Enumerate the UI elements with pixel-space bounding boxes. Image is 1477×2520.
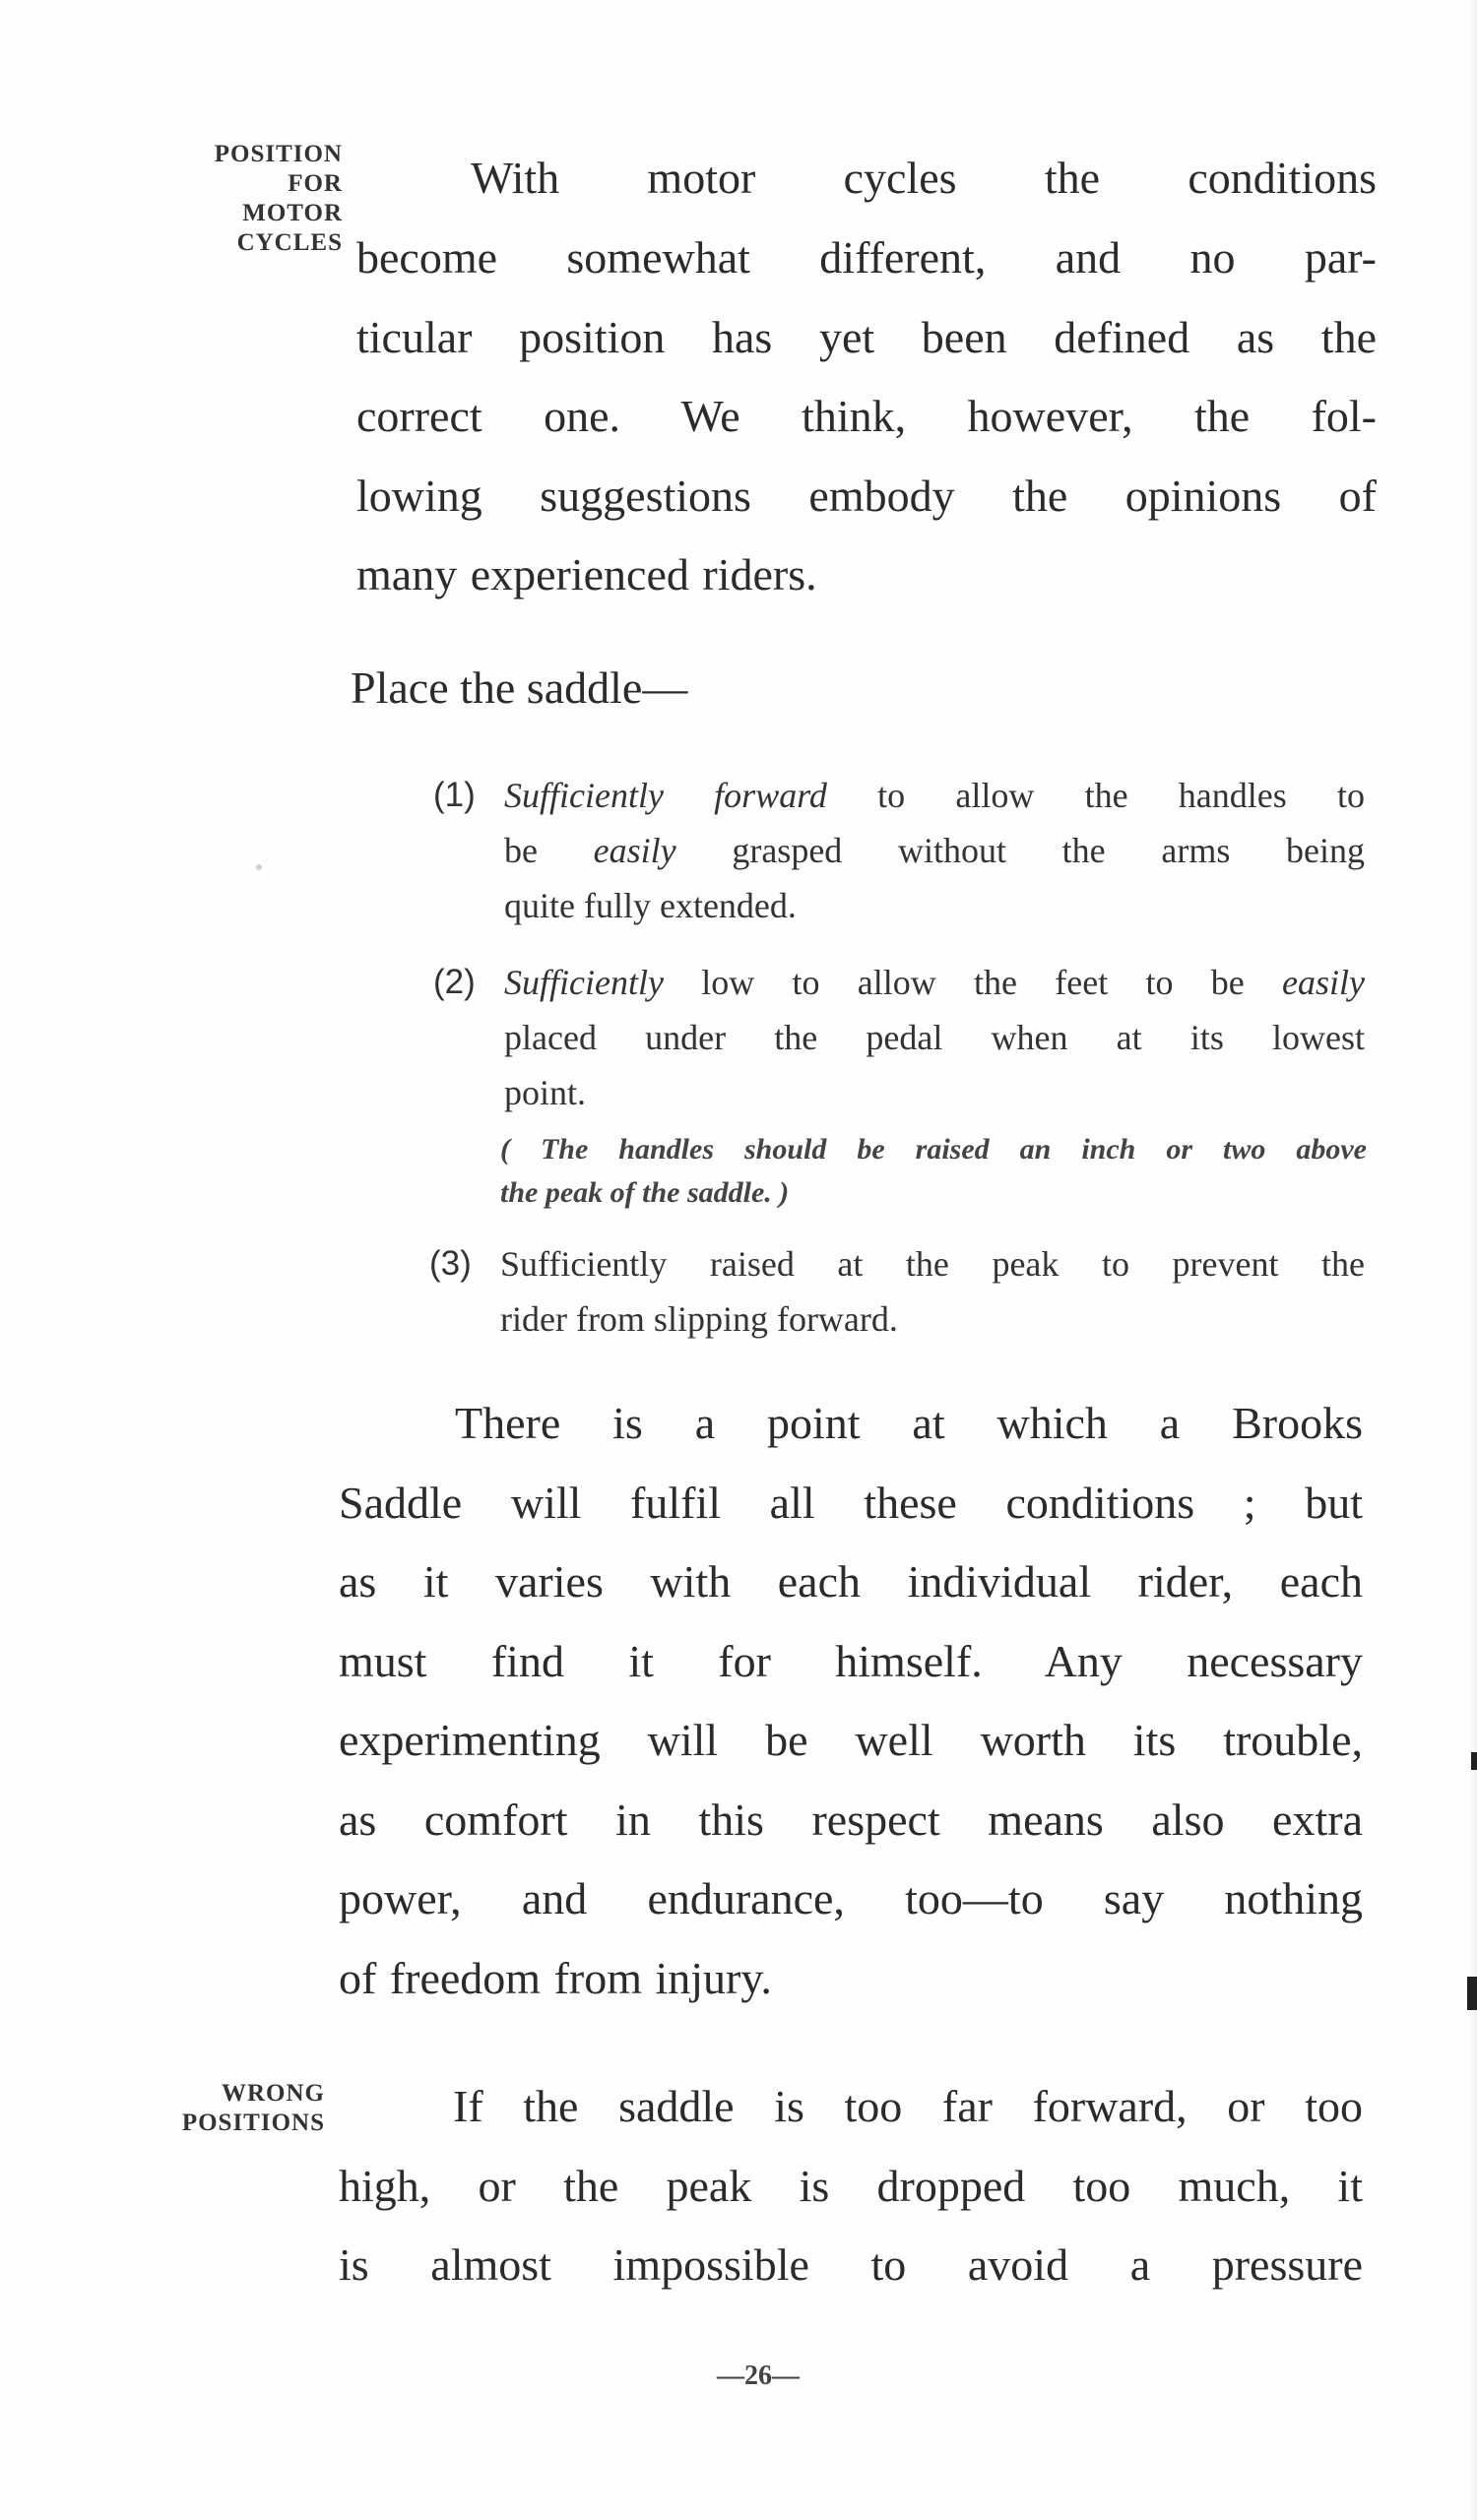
text-line: must find it for himself. Any necessary (339, 1635, 1363, 1686)
edge-mark (1467, 1977, 1477, 2010)
list-item-number: (3) (429, 1244, 472, 1283)
list-item-number: (2) (433, 963, 476, 1001)
text-line: of freedom from injury. (339, 1952, 772, 2003)
text-line: ( The handles should be raised an inch or two above (500, 1133, 1367, 1166)
text-line: become somewhat different, and no par- (356, 232, 1377, 283)
text-line: power, and endurance, too—to say nothing (339, 1873, 1363, 1923)
list-item-number: (1) (433, 776, 476, 814)
page-edge-shadow (1469, 0, 1477, 2520)
edge-mark (1471, 1752, 1477, 1770)
text-line: is almost impossible to avoid a pressure (339, 2239, 1363, 2290)
text-line: point. (504, 1073, 587, 1112)
text-line: If the saddle is too far forward, or too (453, 2081, 1363, 2131)
sidenote-position-for-motor-cycles (148, 140, 343, 258)
sidenote-line: POSITIONS (181, 2110, 325, 2136)
text-line: quite fully extended. (504, 886, 797, 925)
speck (256, 864, 262, 870)
paragraph-brooks-saddle (339, 1384, 1363, 2018)
text-line: placed under the pedal when at its lowest (504, 1018, 1365, 1057)
text-line: as it varies with each individual rider, each (339, 1556, 1363, 1606)
sidenote-line: FOR (288, 170, 343, 197)
text-line: many experienced riders. (356, 549, 817, 599)
sidenote-line: POSITION (214, 141, 343, 167)
text-line: as comfort in this respect means also extra (339, 1794, 1363, 1845)
page-number: —26— (717, 2361, 800, 2391)
list-item-1 (433, 768, 1365, 935)
text-line: There is a point at which a Brooks (455, 1398, 1363, 1448)
text-line: the peak of the saddle. ) (500, 1176, 790, 1209)
text-line: With motor cycles the conditions (471, 153, 1377, 203)
text-line: lowing suggestions embody the opinions of (356, 470, 1377, 521)
paragraph-motor-cycles (356, 139, 1377, 219)
text-line: be easily grasped without the arms being (504, 831, 1365, 870)
handles-note (500, 1128, 1367, 1215)
text-line: Saddle will fulfil all these conditions ; but (339, 1477, 1363, 1528)
paragraph-motor-cycles-continued (356, 219, 1377, 615)
text-line: Sufficiently forward to allow the handles to (504, 776, 1365, 815)
text-line: Sufficiently low to allow the feet to be easily (504, 963, 1365, 1002)
text-line: Sufficiently raised at the peak to prevent the (500, 1244, 1365, 1284)
paragraph-wrong-positions (339, 2067, 1363, 2305)
place-the-saddle-heading: Place the saddle— (351, 662, 688, 713)
text-line: ticular position has yet been defined as the (356, 311, 1377, 362)
sidenote-line: WRONG (222, 2080, 325, 2107)
list-item-2 (433, 955, 1365, 1122)
sidenote-wrong-positions (138, 2079, 325, 2138)
text-line: correct one. We think, however, the fol- (356, 391, 1377, 441)
text-line: high, or the peak is dropped too much, it (339, 2160, 1363, 2211)
text-line: rider from slipping forward. (500, 1299, 898, 1339)
list-item-3 (429, 1236, 1365, 1354)
sidenote-line: MOTOR (242, 200, 343, 226)
text-line: experimenting will be well worth its trouble, (339, 1715, 1363, 1765)
sidenote-line: CYCLES (236, 229, 343, 256)
